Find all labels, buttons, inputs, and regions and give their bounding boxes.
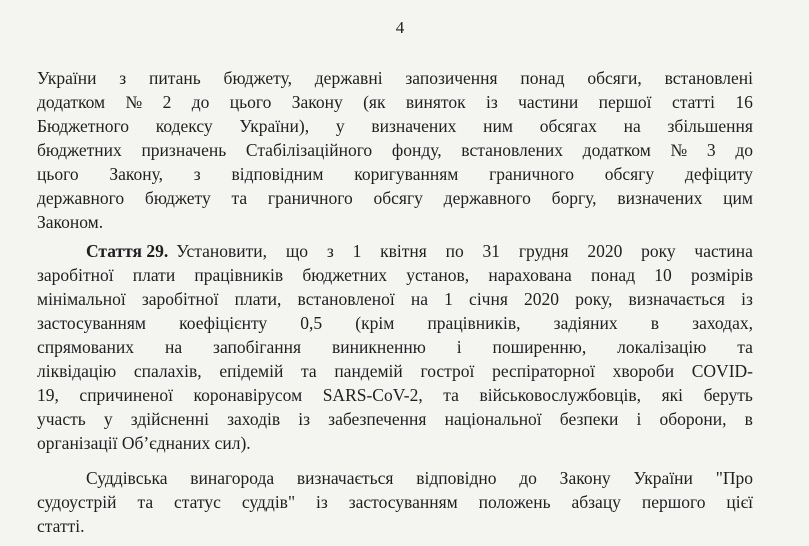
- word: коригуванням: [354, 164, 459, 184]
- word: бюджетних: [302, 265, 388, 285]
- word: цієї: [726, 492, 753, 512]
- word: обсяги,: [587, 68, 642, 88]
- word: Бюджетного: [37, 116, 130, 136]
- word: встановлені: [664, 68, 753, 88]
- para2-line-3: [37, 287, 753, 311]
- word: на: [164, 337, 183, 357]
- word: COVID-: [691, 361, 753, 381]
- para2-line-2: [37, 263, 753, 287]
- para1-line-5: [37, 162, 753, 186]
- para1-line-7: Законом.: [37, 212, 104, 232]
- word: Стабілізаційного: [245, 140, 373, 160]
- word: заходах,: [692, 313, 753, 333]
- word: боргу,: [551, 188, 597, 208]
- word: 3: [706, 140, 716, 160]
- word: 2: [162, 92, 172, 112]
- word: епідемій: [219, 361, 284, 381]
- word: плати: [132, 265, 176, 285]
- word: України: [633, 468, 693, 488]
- word: визначається: [628, 289, 725, 309]
- para2-line-4: [37, 311, 753, 335]
- word: обсягу: [604, 164, 655, 184]
- para2-line-9: організації Об’єднаних сил).: [37, 433, 251, 453]
- word: кодексу: [155, 116, 213, 136]
- page-number: 4: [395, 18, 405, 37]
- word: визначається: [296, 468, 394, 488]
- word: із: [316, 492, 328, 512]
- word: цього: [229, 92, 272, 112]
- word: призначень: [141, 140, 227, 160]
- word: запозичення: [405, 68, 498, 88]
- para1-line-2: [37, 90, 753, 114]
- word: із: [298, 409, 311, 429]
- para2-line-7: [37, 383, 753, 407]
- word: ліквідацію: [37, 361, 117, 381]
- word: та: [737, 337, 753, 357]
- word: та: [137, 492, 154, 512]
- word: безпеки: [559, 409, 619, 429]
- word: збільшення: [667, 116, 753, 136]
- word: частина: [694, 241, 753, 261]
- word: та: [231, 188, 248, 208]
- word: 16: [735, 92, 753, 112]
- word: суддів": [241, 492, 296, 512]
- word: розмірів: [690, 265, 753, 285]
- word: з: [326, 241, 334, 261]
- word: першої: [598, 92, 652, 112]
- para1-line-4: [37, 138, 753, 162]
- word: в: [744, 409, 753, 429]
- word: оборони,: [659, 409, 727, 429]
- word: застосуванням: [37, 313, 146, 333]
- word: коронавірусом: [193, 385, 303, 405]
- word: до: [735, 140, 753, 160]
- para2-line-6: [37, 359, 753, 383]
- word: і: [456, 337, 462, 357]
- word: частини: [518, 92, 579, 112]
- word: фонду,: [391, 140, 442, 160]
- word: України),: [239, 116, 310, 136]
- para2-line-8: [37, 407, 753, 431]
- word: у: [103, 409, 113, 429]
- word: державного: [37, 188, 125, 208]
- word: 1: [444, 289, 453, 309]
- word: респіраторної: [492, 361, 595, 381]
- word: заробітної: [141, 289, 219, 309]
- word: і: [636, 409, 642, 429]
- para2-line-5: [37, 335, 753, 359]
- word: №: [125, 92, 143, 112]
- word: запобігання: [213, 337, 302, 357]
- word: та: [443, 385, 459, 405]
- word: статті: [671, 92, 716, 112]
- word: року: [641, 241, 676, 261]
- word: локалізацію: [617, 337, 707, 357]
- word: заходів: [227, 409, 281, 429]
- word: 1: [352, 241, 362, 261]
- word: на: [623, 116, 641, 136]
- word: Закону: [559, 468, 611, 488]
- word: працівників: [194, 265, 284, 285]
- word: державні: [314, 68, 383, 88]
- word: питань: [149, 68, 201, 88]
- word: застосуванням: [348, 492, 458, 512]
- word: встановлених: [461, 140, 563, 160]
- word: по: [445, 241, 464, 261]
- para1-line-1: [37, 66, 753, 90]
- word: спрямованих: [37, 337, 135, 357]
- word: спалахів,: [133, 361, 202, 381]
- word: бюджету,: [223, 68, 292, 88]
- word: винагорода: [190, 468, 275, 488]
- word: мінімальної: [37, 289, 126, 309]
- word: граничного: [267, 188, 353, 208]
- word: заробітної: [37, 265, 114, 285]
- word: виникненню: [332, 337, 426, 357]
- article-heading: Стаття 29.: [86, 241, 169, 261]
- word: державного: [443, 188, 531, 208]
- word: плати,: [234, 289, 282, 309]
- word: задіяних: [553, 313, 618, 333]
- word: граничного: [489, 164, 574, 184]
- word: бюджету: [144, 188, 211, 208]
- word: на: [410, 289, 429, 309]
- word: Установити,: [176, 241, 268, 261]
- word: понад: [520, 68, 565, 88]
- word: поширенню,: [492, 337, 587, 357]
- word: пандемій: [334, 361, 403, 381]
- word: Закону,: [109, 164, 164, 184]
- word: відповідно: [416, 468, 497, 488]
- word: військовослужбовців,: [479, 385, 642, 405]
- word: додатком: [37, 92, 106, 112]
- word: дефіциту: [684, 164, 753, 184]
- word: ним: [483, 116, 513, 136]
- word: обсягах: [539, 116, 597, 136]
- word: які: [661, 385, 684, 405]
- word: абзацу: [571, 492, 621, 512]
- para3-line-3: статті.: [37, 516, 85, 536]
- word: національної: [444, 409, 542, 429]
- word: забезпечення: [328, 409, 427, 429]
- word: у: [335, 116, 345, 136]
- word: додатком: [582, 140, 651, 160]
- word: установ,: [406, 265, 470, 285]
- para3-line-1: [86, 466, 753, 490]
- word: року,: [575, 289, 613, 309]
- word: Суддівська: [86, 468, 168, 488]
- word: гострої: [420, 361, 475, 381]
- word: із: [741, 289, 753, 309]
- word: 31: [482, 241, 501, 261]
- word: 2020: [524, 289, 560, 309]
- para1-line-3: [37, 114, 753, 138]
- word: (крім: [355, 313, 395, 333]
- word: обсягу: [373, 188, 423, 208]
- para1-line-6: [37, 186, 753, 210]
- word: з: [193, 164, 201, 184]
- word: в: [650, 313, 660, 333]
- word: встановленої: [297, 289, 395, 309]
- word: з: [119, 68, 127, 88]
- word: 19,: [37, 385, 59, 405]
- para3-line-2: [37, 490, 753, 514]
- word: визначених: [617, 188, 703, 208]
- word: виняток: [405, 92, 466, 112]
- word: здійсненні: [130, 409, 209, 429]
- word: понад: [590, 265, 636, 285]
- word: беруть: [703, 385, 753, 405]
- word: спричиненої: [79, 385, 173, 405]
- word: судоустрій: [37, 492, 117, 512]
- word: Закону: [291, 92, 343, 112]
- word: 10: [654, 265, 672, 285]
- word: до: [191, 92, 210, 112]
- word: SARS-CoV-2,: [322, 385, 423, 405]
- word: нарахована: [488, 265, 572, 285]
- word: цього: [37, 164, 79, 184]
- word: та: [301, 361, 317, 381]
- word: першого: [641, 492, 706, 512]
- word: положень: [478, 492, 551, 512]
- article-29-first-line: [86, 239, 753, 263]
- word: 2020: [587, 241, 623, 261]
- word: (як: [363, 92, 386, 112]
- word: квітня: [380, 241, 427, 261]
- word: січня: [469, 289, 508, 309]
- word: України: [37, 68, 97, 88]
- para2-line-1: [176, 239, 753, 263]
- word: статус: [174, 492, 221, 512]
- word: відповідним: [231, 164, 324, 184]
- word: працівників,: [427, 313, 521, 333]
- word: бюджетних: [37, 140, 122, 160]
- word: грудня: [518, 241, 569, 261]
- word: №: [670, 140, 688, 160]
- word: 0,5: [300, 313, 323, 333]
- word: що: [285, 241, 309, 261]
- word: участь: [37, 409, 86, 429]
- word: із: [485, 92, 498, 112]
- word: цим: [723, 188, 753, 208]
- word: до: [519, 468, 537, 488]
- word: хвороби: [612, 361, 675, 381]
- word: "Про: [715, 468, 753, 488]
- word: коефіцієнту: [179, 313, 268, 333]
- word: визначених: [371, 116, 457, 136]
